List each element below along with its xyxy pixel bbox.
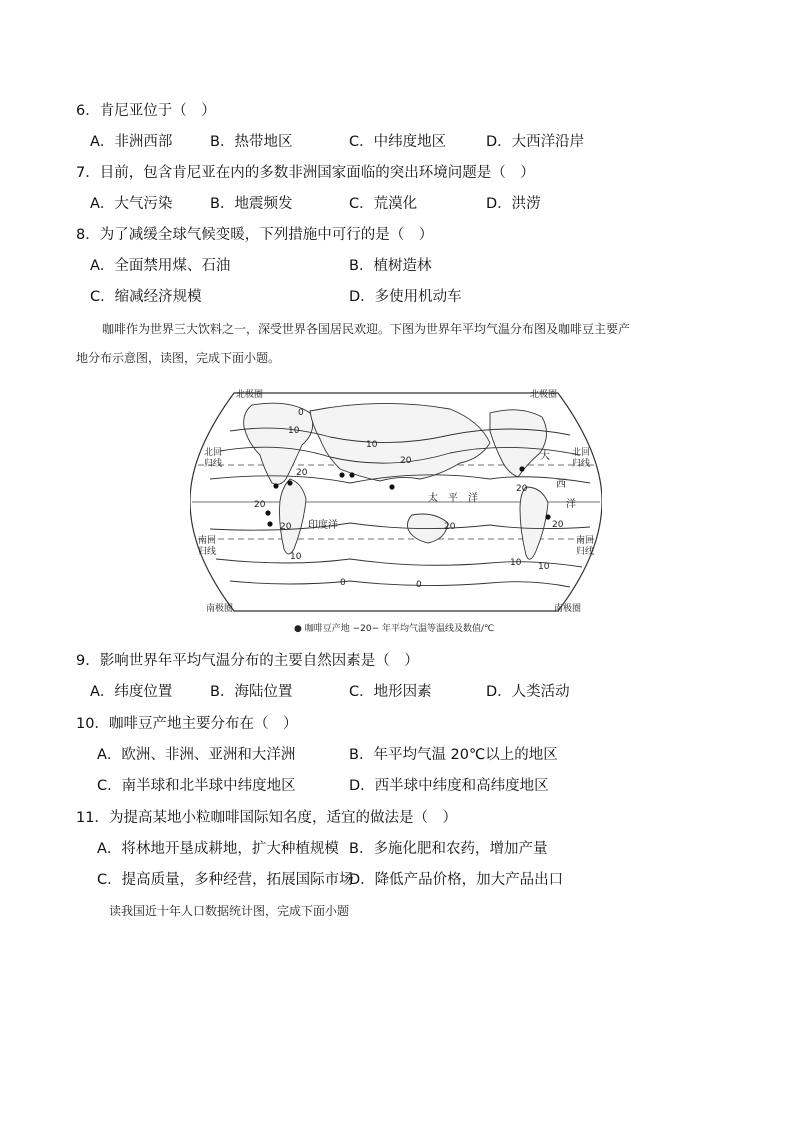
passage-line-2: 地分布示意图，读图，完成下面小题。: [76, 351, 281, 365]
isotherm-label: 20: [516, 484, 528, 494]
question-8-stem: 8．为了减缓全球气候变暖，下列措施中可行的是（ ）: [76, 227, 434, 243]
question-10-option-a[interactable]: A．欧洲、非洲、亚洲和大洋洲: [97, 747, 296, 763]
label-pacific-ocean: 太 平 洋: [428, 493, 478, 504]
question-6-option-c[interactable]: C．中纬度地区: [349, 134, 447, 150]
question-8-option-c[interactable]: C．缩减经济规模: [90, 289, 202, 305]
question-7-stem: 7．目前，包含肯尼亚在内的多数非洲国家面临的突出环境问题是（ ）: [76, 165, 535, 181]
coffee-dot: [519, 466, 524, 471]
label-atlantic-2: 西: [556, 479, 566, 490]
coffee-dot: [349, 472, 354, 477]
isotherm-label: 20: [444, 522, 456, 532]
coffee-dot: [265, 510, 270, 515]
question-9-option-c[interactable]: C．地形因素: [349, 684, 432, 700]
label-tropic-cancer-right-2: 归线: [572, 459, 591, 469]
label-indian-ocean: 印度洋: [308, 520, 338, 531]
coffee-dot: [339, 472, 344, 477]
coffee-dot: [389, 484, 394, 489]
isotherm-label: 20: [400, 456, 412, 466]
coffee-dot: [267, 521, 272, 526]
question-8-option-a[interactable]: A．全面禁用煤、石油: [90, 258, 231, 274]
passage-line-1: 咖啡作为世界三大饮料之一，深受世界各国居民欢迎。下图为世界年平均气温分布图及咖啡豆主要产: [102, 322, 631, 336]
label-antarctic-right: 南极圈: [554, 604, 582, 614]
label-atlantic-3: 洋: [566, 499, 576, 510]
coffee-dot: [273, 483, 278, 488]
question-11-option-c[interactable]: C．提高质量，多种经营，拓展国际市场: [97, 872, 354, 888]
isotherm-label: 0: [416, 580, 422, 590]
coffee-dot: [545, 514, 550, 519]
label-antarctic-left: 南极圈: [206, 604, 234, 614]
label-atlantic-1: 大: [540, 451, 550, 462]
label-arctic-left: 北极圈: [236, 390, 264, 400]
question-8-option-b[interactable]: B．植树造林: [349, 258, 432, 274]
label-tropic-capricorn-right-1: 南回: [576, 536, 595, 546]
isotherm-label: 0: [298, 408, 304, 418]
question-6-stem: 6．肯尼亚位于（ ）: [76, 103, 216, 119]
isotherm-label: 10: [510, 558, 522, 568]
question-11-option-a[interactable]: A．将林地开垦成耕地，扩大种植规模: [97, 841, 339, 857]
coffee-dot: [287, 480, 292, 485]
isotherm-label: 10: [288, 426, 300, 436]
isotherm-label: 20: [254, 500, 266, 510]
question-7-option-c[interactable]: C．荒漠化: [349, 196, 418, 212]
question-9-option-b[interactable]: B．海陆位置: [210, 684, 293, 700]
passage-2: 读我国近十年人口数据统计图，完成下面小题: [109, 904, 350, 918]
label-tropic-cancer-left-1: 北回: [204, 448, 223, 458]
question-10-option-d[interactable]: D．西半球中纬度和高纬度地区: [349, 778, 549, 794]
question-11-stem: 11．为提高某地小粒咖啡国际知名度，适宜的做法是（ ）: [76, 810, 457, 826]
label-arctic-right: 北极圈: [530, 390, 558, 400]
question-11-option-d[interactable]: D．降低产品价格，加大产品出口: [349, 872, 564, 888]
question-10-option-b[interactable]: B．年平均气温 20℃以上的地区: [349, 747, 558, 763]
label-tropic-cancer-right-1: 北回: [572, 448, 591, 458]
question-10-option-c[interactable]: C．南半球和北半球中纬度地区: [97, 778, 296, 794]
question-9-option-a[interactable]: A．纬度位置: [90, 684, 173, 700]
question-6-option-d[interactable]: D．大西洋沿岸: [486, 134, 585, 150]
question-7-option-d[interactable]: D．洪涝: [486, 196, 541, 212]
question-11-option-b[interactable]: B．多施化肥和农药，增加产量: [349, 841, 548, 857]
question-9-stem: 9．影响世界年平均气温分布的主要自然因素是（ ）: [76, 653, 419, 669]
label-tropic-capricorn-left-1: 南回: [198, 536, 217, 546]
isotherm-label: 10: [366, 440, 378, 450]
question-8-option-d[interactable]: D．多使用机动车: [349, 289, 462, 305]
label-tropic-cancer-left-2: 归线: [204, 459, 223, 469]
question-9-option-d[interactable]: D．人类活动: [486, 684, 570, 700]
question-10-stem: 10．咖啡豆产地主要分布在（ ）: [76, 716, 298, 732]
question-7-option-a[interactable]: A．大气污染: [90, 196, 173, 212]
isotherm-label: 20: [296, 468, 308, 478]
isotherm-label: 10: [290, 552, 302, 562]
label-tropic-capricorn-right-2: 归线: [576, 547, 595, 557]
isotherm-label: 20: [280, 522, 292, 532]
question-6-option-b[interactable]: B．热带地区: [210, 134, 293, 150]
isotherm-label: 20: [552, 520, 564, 530]
question-6-option-a[interactable]: A．非洲西部: [90, 134, 173, 150]
world-temperature-map: [190, 383, 602, 635]
isotherm-label: 0: [340, 578, 346, 588]
isotherm-label: 10: [538, 562, 550, 572]
map-legend: ● 咖啡豆产地 −20− 年平均气温等温线及数值/℃: [294, 624, 495, 634]
label-tropic-capricorn-left-2: 归线: [198, 547, 217, 557]
question-7-option-b[interactable]: B．地震频发: [210, 196, 293, 212]
